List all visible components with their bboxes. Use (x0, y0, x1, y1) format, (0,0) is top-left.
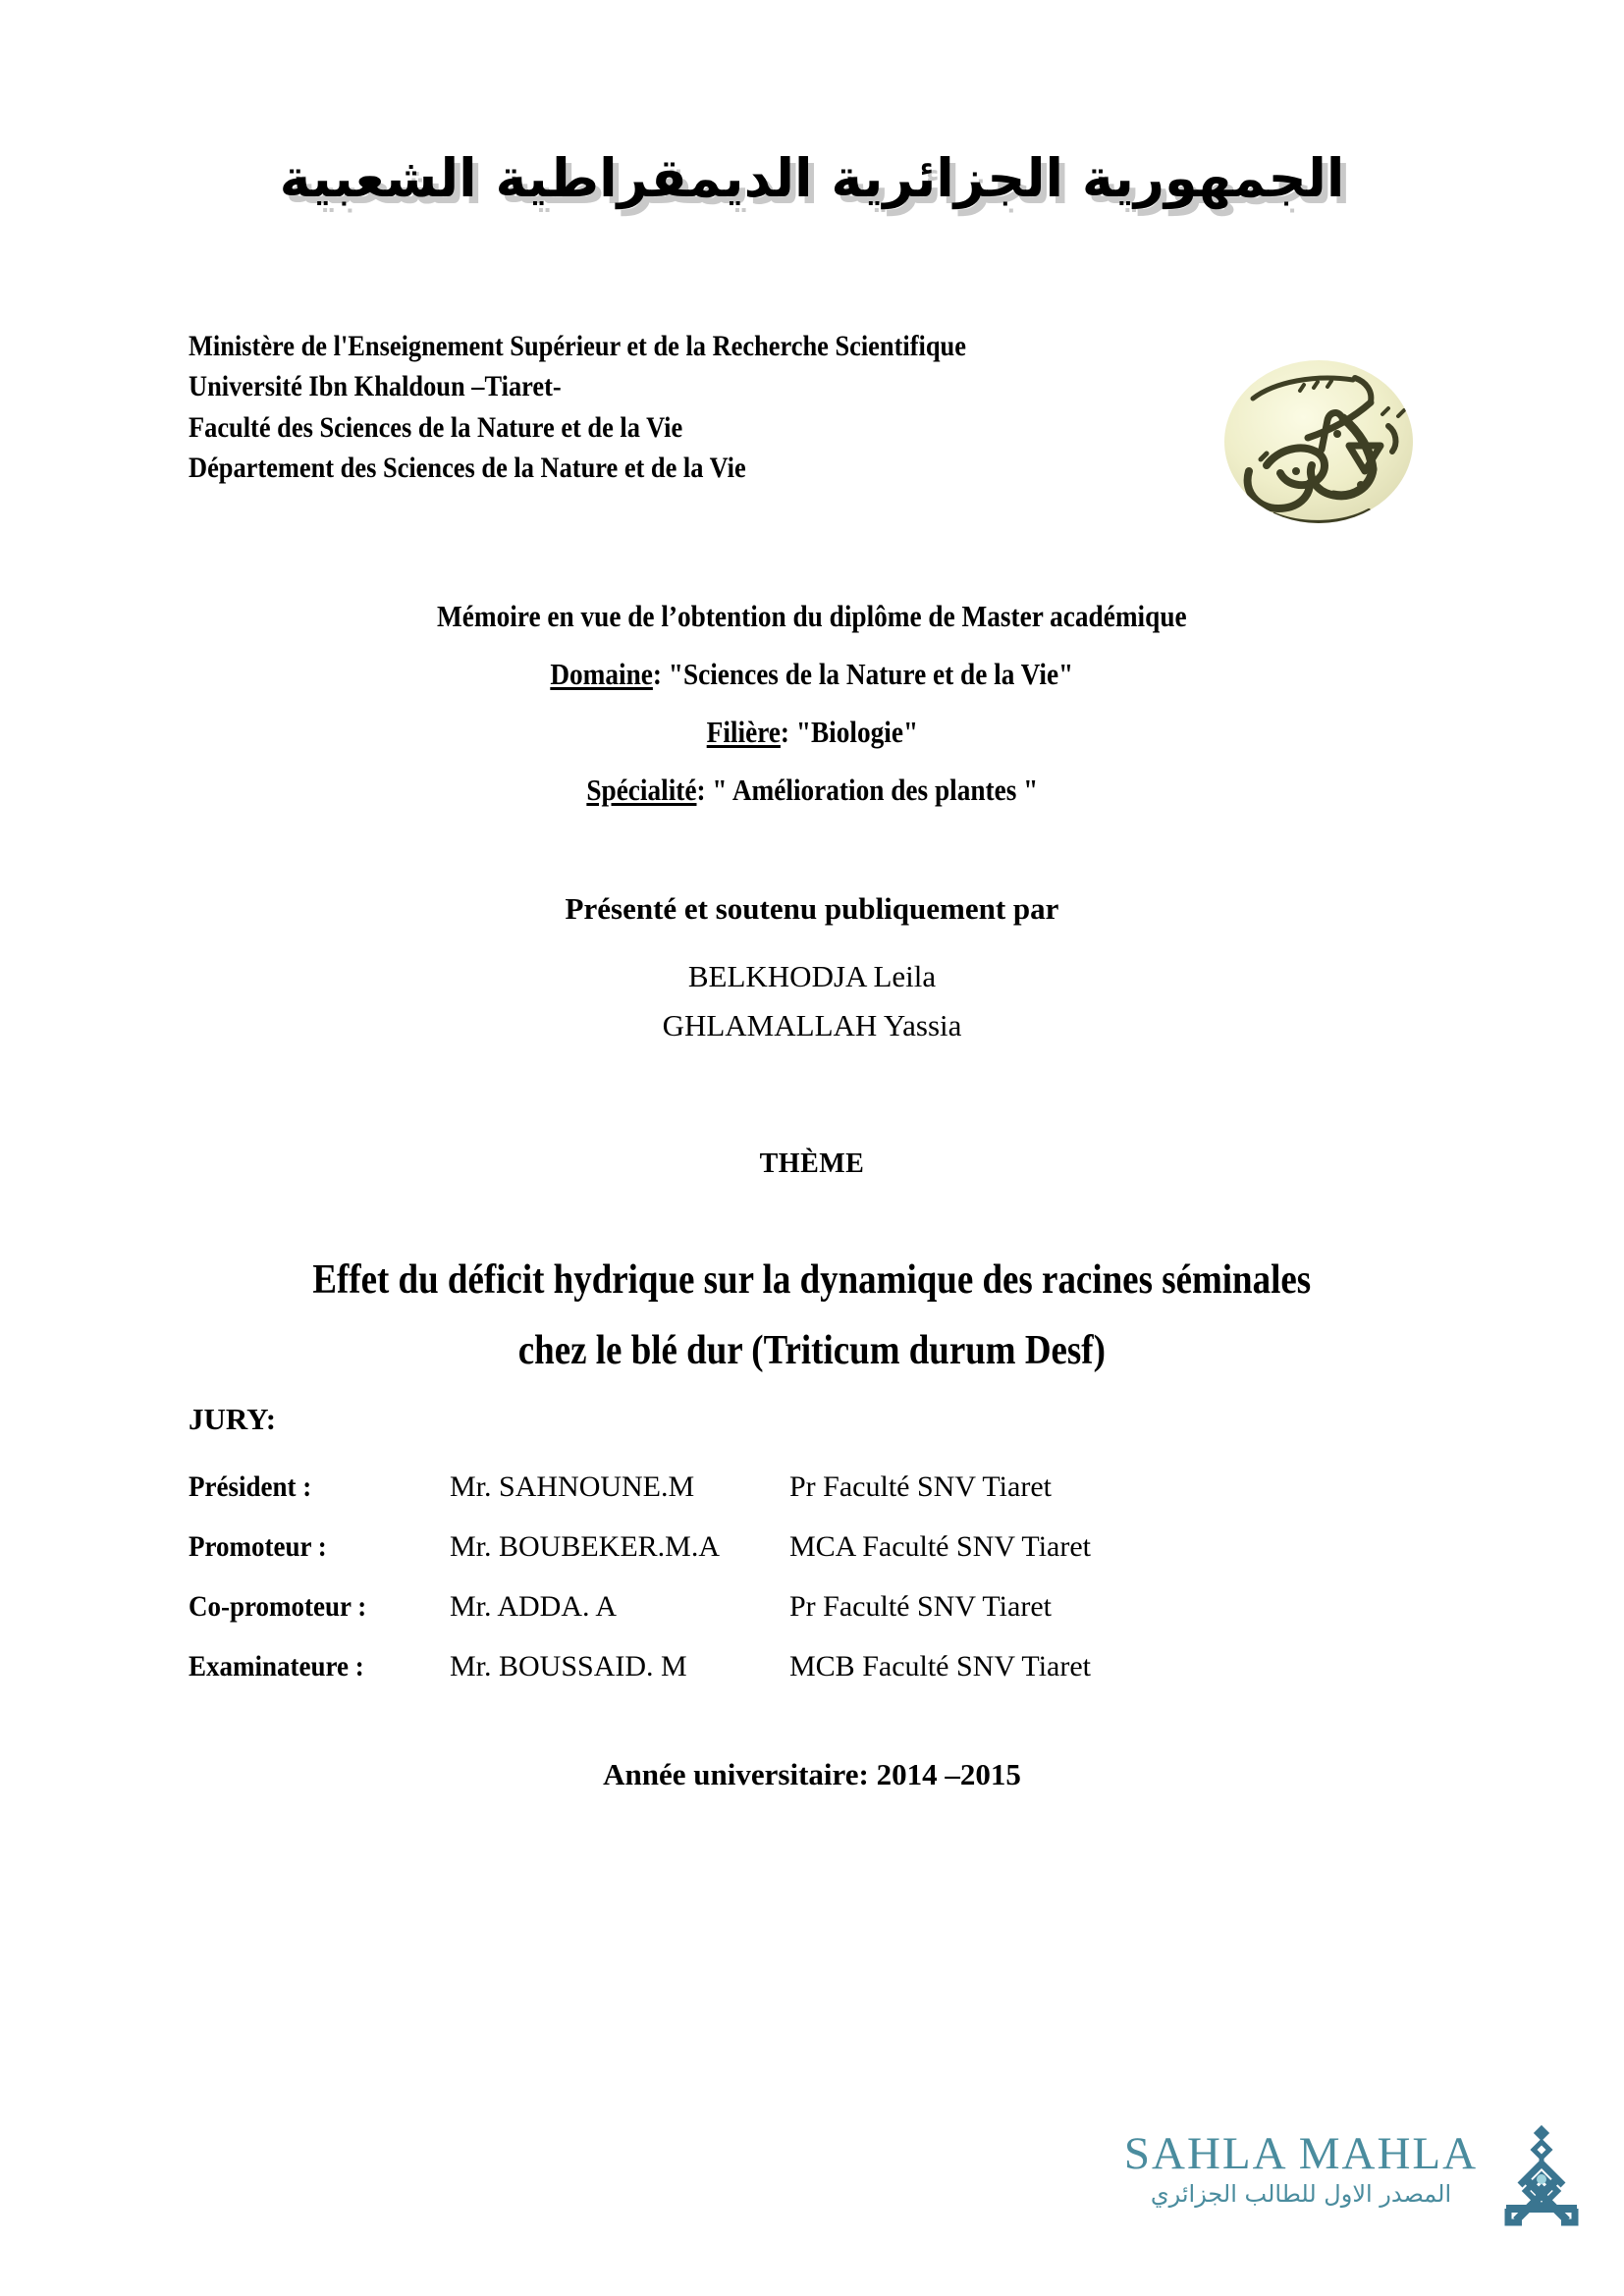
jury-name: Mr. ADDA. A (450, 1590, 618, 1623)
diploma-purpose (0, 601, 1624, 631)
sahla-mahla-diamond-logo-icon (1492, 2124, 1591, 2234)
faculty-line: Faculté des Sciences de la Nature et de la Vie (189, 410, 683, 444)
author-name: BELKHODJA Leila (687, 959, 937, 993)
university-seal-icon (1206, 355, 1432, 528)
diploma-block (0, 601, 1624, 832)
jury-affiliation: MCA Faculté SNV Tiaret (789, 1530, 1091, 1563)
theme-label: THÈME (759, 1148, 865, 1179)
jury-affiliation: MCB Faculté SNV Tiaret (789, 1650, 1091, 1682)
academic-year: Année universitaire: 2014 –2015 (603, 1757, 1021, 1791)
title-line-1-text: Effet du déficit hydrique sur la dynamique des racines séminales (312, 1257, 1312, 1303)
jury-heading: JURY: (189, 1402, 277, 1436)
specialite-line (0, 774, 1624, 805)
jury-role: Président : (189, 1470, 312, 1503)
jury-role: Examinateure : (189, 1650, 364, 1682)
specialite-value: : " Amélioration des plantes " (696, 773, 1038, 807)
domain-line-inner (551, 659, 1074, 689)
jury-table (189, 1470, 1318, 1710)
title-line-2-text: chez le blé dur (Triticum durum Desf) (517, 1328, 1107, 1374)
title-line-2 (0, 1315, 1624, 1386)
page-title (0, 1245, 1624, 1386)
table-row (189, 1470, 1318, 1530)
institution-block (189, 326, 1061, 489)
arabic-republic-header: الجمهورية الجزائرية الديمقراطية الشعبية (279, 147, 1345, 209)
jury-role: Co-promoteur : (189, 1590, 367, 1623)
sahla-mahla-watermark (1110, 2130, 1581, 2253)
diploma-purpose-text: Mémoire en vue de l’obtention du diplôme de Master académique (437, 599, 1187, 633)
domain-label: Domaine (550, 657, 654, 691)
filiere-line-inner (706, 717, 917, 747)
jury-name: Mr. BOUBEKER.M.A (450, 1530, 721, 1563)
jury-role: Promoteur : (189, 1530, 327, 1563)
jury-name: Mr. BOUSSAID. M (450, 1650, 687, 1682)
jury-name: Mr. SAHNOUNE.M (450, 1470, 695, 1503)
filiere-label: Filière (706, 715, 781, 749)
specialite-label: Spécialité (586, 773, 697, 807)
domain-line (0, 659, 1624, 689)
department-line: Département des Sciences de la Nature et de la Vie (189, 452, 746, 485)
table-row (189, 1590, 1318, 1650)
presented-by-block (0, 891, 1624, 1050)
presented-by-label: Présenté et soutenu publiquement par (565, 891, 1059, 926)
ministry-line: Ministère de l'Enseignement Supérieur et de la Recherche Scientifique (189, 330, 966, 362)
watermark-tagline: المصدر الاول للطالب الجزائري (1150, 2180, 1452, 2209)
author-name: GHLAMALLAH Yassia (662, 1008, 962, 1043)
watermark-brand: SAHLA MAHLA (1123, 2128, 1479, 2179)
table-row (189, 1650, 1318, 1710)
specialite-line-inner (586, 774, 1038, 805)
filiere-line (0, 717, 1624, 747)
domain-value: : "Sciences de la Nature et de la Vie" (653, 657, 1074, 691)
watermark-text-block (1110, 2130, 1492, 2208)
jury-affiliation: Pr Faculté SNV Tiaret (789, 1590, 1052, 1623)
title-line-1 (0, 1245, 1624, 1315)
jury-affiliation: Pr Faculté SNV Tiaret (789, 1470, 1052, 1503)
table-row (189, 1530, 1318, 1590)
university-line: Université Ibn Khaldoun –Tiaret- (189, 370, 562, 403)
filiere-value: : "Biologie" (780, 715, 918, 749)
